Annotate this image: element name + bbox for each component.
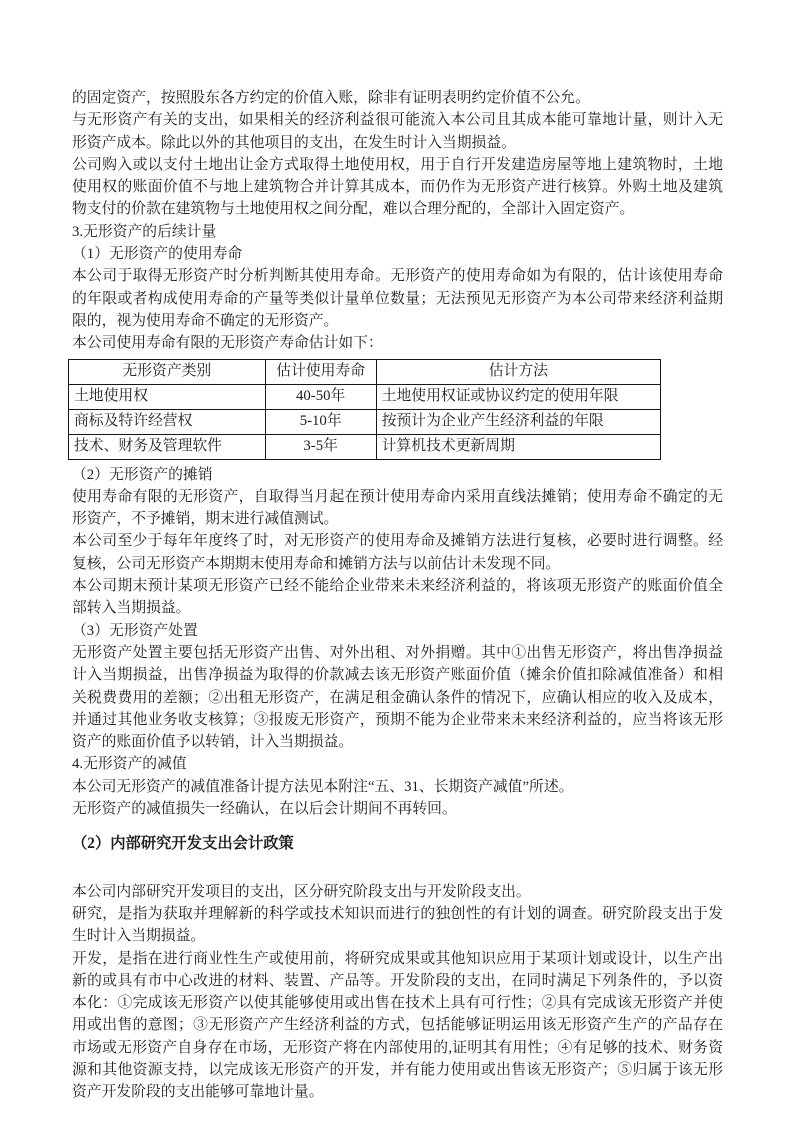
table-row-land-use-right xyxy=(69,384,661,409)
heading-internal-rd-policy: （2）内部研究开发支出会计政策 xyxy=(72,835,294,853)
paragraph-impairment-reference: 本公司无形资产的减值准备计提方法见本附注“五、31、长期资产减值”所述。 xyxy=(72,778,574,795)
paragraph-disposal-detail: 无形资产处置主要包括无形资产出售、对外出租、对外捐赠。其中①出售无形资产，将出售净损益计入当期损益，出售净损益为取得的价款减去该无形资产账面价值（摊余价值扣除减值准备）和相关税费费用的差额；②出租无形资产，在满足租金确认条件的情况下，应确认相应的收入及成本，并通过其他业务收支核算；③报废无形资产，预期不能为企业带来未来经济利益的，应当将该无形资产的账面价值予以转销，计入当期损益。 xyxy=(72,644,723,751)
useful-life-table xyxy=(68,359,661,460)
cell-estimated-life: 40-50年 xyxy=(265,384,376,409)
cell-category: 技术、财务及管理软件 xyxy=(69,434,266,459)
paragraph-land-use-right: 公司购入或以支付土地出让金方式取得土地使用权，用于自行开发建造房屋等地上建筑物时，土地使用权的账面价值不与地上建筑物合并计算其成本，而仍作为无形资产进行核算。外购土地及建筑物支付的价款在建筑物与土地使用权之间分配，难以合理分配的，全部计入固定资产。 xyxy=(72,156,723,218)
cell-estimation-method: 计算机技术更新周期 xyxy=(376,434,660,459)
cell-category: 土地使用权 xyxy=(69,384,266,409)
paragraph-fixed-asset-valuation: 的固定资产，按照股东各方约定的价值入账，除非有证明表明约定价值不公允。 xyxy=(72,90,590,106)
paragraph-development-definition: 开发，是指在进行商业性生产或使用前，将研究成果或其他知识应用于某项计划或设计，以生产出新的或具有市中心改进的材料、装置、产品等。开发阶段的支出，在同时满足下列条件的，予以资本化：①完成该无形资产以使其能够使用或出售在技术上具有可行性；②具有完成该无形资产并使用或出售的意图；③无形资产产生经济利益的方式，包括能够证明运用该无形资产生产的产品存在市场或无形资产自身存在市场，无形资产将在内部使用的,证明其有用性；④有足够的技术、财务资源和其他资源支持，以完成该无形资产的开发，并有能力使用或出售该无形资产；⑤归属于该无形资产开发阶段的支出能够可靠地计量。 xyxy=(72,950,723,1101)
heading-disposal: （3）无形资产处置 xyxy=(72,622,198,639)
heading-useful-life: （1）无形资产的使用寿命 xyxy=(72,246,243,263)
cell-estimation-method: 土地使用权证或协议约定的使用年限 xyxy=(376,384,660,409)
paragraph-rd-split: 本公司内部研究开发项目的支出，区分研究阶段支出与开发阶段支出。 xyxy=(72,883,531,900)
paragraph-table-intro: 本公司使用寿命有限的无形资产寿命估计如下： xyxy=(72,335,383,352)
table-header-row xyxy=(69,359,661,384)
paragraph-amortization-method: 使用寿命有限的无形资产，自取得当月起在预计使用寿命内采用直线法摊销；使用寿命不确定的无形资产，不予摊销，期末进行减值测试。 xyxy=(72,488,723,528)
table-row-software xyxy=(69,434,661,459)
cell-estimation-method: 按预计为企业产生经济利益的年限 xyxy=(376,409,660,434)
paragraph-research-definition: 研究，是指为获取并理解新的科学或技术知识而进行的独创性的有计划的调查。研究阶段支出于发生时计入当期损益。 xyxy=(72,905,723,945)
paragraph-annual-review: 本公司至少于每年年度终了时，对无形资产的使用寿命及摊销方法进行复核，必要时进行调整。经复核，公司无形资产本期期末使用寿命和摊销方法与以前估计未发现不同。 xyxy=(72,533,723,572)
table-header-estimated-life: 估计使用寿命 xyxy=(265,359,376,384)
heading-subsequent-measurement: 3.无形资产的后续计量 xyxy=(72,223,217,240)
table-row-trademark-franchise xyxy=(69,409,661,434)
cell-estimated-life: 3-5年 xyxy=(265,434,376,459)
heading-impairment: 4.无形资产的减值 xyxy=(72,756,187,773)
paragraph-derecognition: 本公司期末预计某项无形资产已经不能给企业带来未来经济利益的，将该项无形资产的账面价值全部转入当期损益。 xyxy=(72,578,723,617)
paragraph-useful-life-judgement: 本公司于取得无形资产时分析判断其使用寿命。无形资产的使用寿命如为有限的，估计该使用寿命的年限或者构成使用寿命的产量等类似计量单位数量；无法预见无形资产为本公司带来经济利益期限的，视为使用寿命不确定的无形资产。 xyxy=(72,268,723,329)
document-content xyxy=(72,87,723,1104)
table-header-estimation-method: 估计方法 xyxy=(376,359,660,384)
paragraph-impairment-no-reversal: 无形资产的减值损失一经确认，在以后会计期间不再转回。 xyxy=(72,801,457,818)
cell-category: 商标及特许经营权 xyxy=(69,409,266,434)
paragraph-intangible-expenditure: 与无形资产有关的支出，如果相关的经济利益很可能流入本公司且其成本能可靠地计量，则计入无形资产成本。除此以外的其他项目的支出，在发生时计入当期损益。 xyxy=(72,112,723,151)
cell-estimated-life: 5-10年 xyxy=(265,409,376,434)
table-header-category: 无形资产类别 xyxy=(69,359,266,384)
heading-amortization: （2）无形资产的摊销 xyxy=(72,466,213,483)
